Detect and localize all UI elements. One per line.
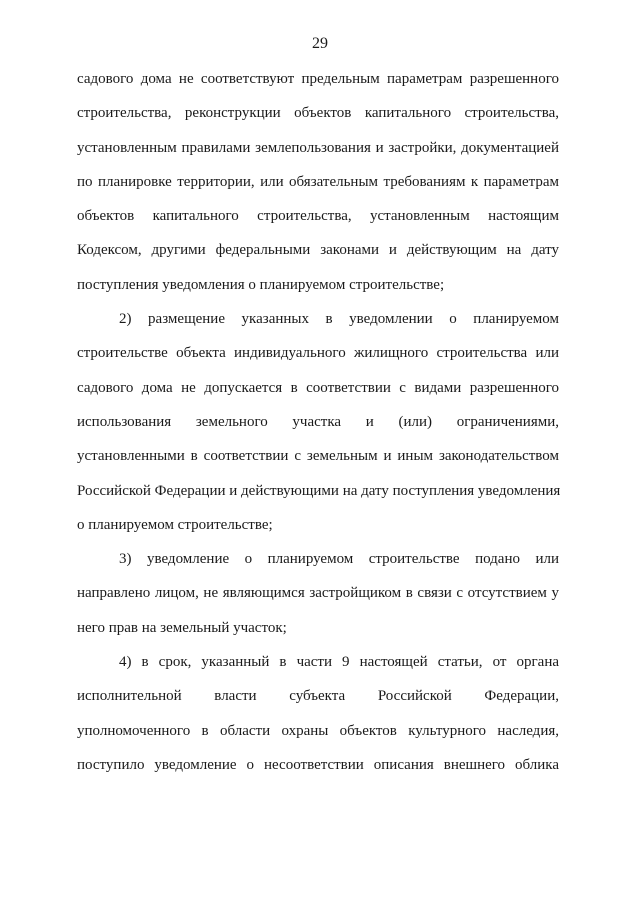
text-line: поступления уведомления о планируемом строительстве; — [77, 276, 445, 293]
text-line: уполномоченного в области охраны объектов культурного наследия, — [77, 722, 559, 739]
page-number: 29 — [312, 35, 328, 52]
text-line: установленными в соответствии с земельным и иным законодательством — [77, 448, 559, 465]
text-line: установленным правилами землепользования и застройки, документацией — [77, 139, 559, 156]
text-line: по планировке территории, или обязательным требованиям к параметрам — [77, 173, 559, 190]
text-line: о планируемом строительстве; — [77, 516, 273, 533]
paragraph-2 — [77, 309, 559, 549]
paragraph-3 — [77, 549, 559, 652]
text-line: поступило уведомление о несоответствии описания внешнего облика — [77, 756, 559, 773]
text-line: строительстве объекта индивидуального жилищного строительства или — [77, 345, 559, 362]
text-line: Кодексом, другими федеральными законами и действующим на дату — [77, 242, 559, 259]
text-line: садового дома не соответствуют предельным параметрам разрешенного — [77, 71, 559, 87]
paragraph-1 — [77, 69, 559, 309]
text-line: 2) размещение указанных в уведомлении о планируемом — [119, 311, 559, 328]
text-line: 4) в срок, указанный в части 9 настоящей статьи, от органа — [119, 654, 559, 671]
text-line: 3) уведомление о планируемом строительстве подано или — [119, 551, 559, 568]
text-line: строительства, реконструкции объектов капитального строительства, — [77, 105, 559, 122]
text-line: Российской Федерации и действующими на дату поступления уведомления — [77, 482, 561, 499]
text-line: объектов капитального строительства, установленным настоящим — [77, 208, 559, 225]
text-line: направлено лицом, не являющимся застройщиком в связи с отсутствием у — [77, 585, 559, 602]
paragraph-4 — [77, 652, 559, 789]
text-line: исполнительной власти субъекта Российской Федерации, — [77, 688, 559, 705]
text-line: него прав на земельный участок; — [77, 619, 287, 636]
document-body — [77, 69, 559, 789]
text-line: садового дома не допускается в соответствии с видами разрешенного — [77, 379, 559, 396]
text-line: использования земельного участка и (или) ограничениями, — [77, 413, 559, 430]
